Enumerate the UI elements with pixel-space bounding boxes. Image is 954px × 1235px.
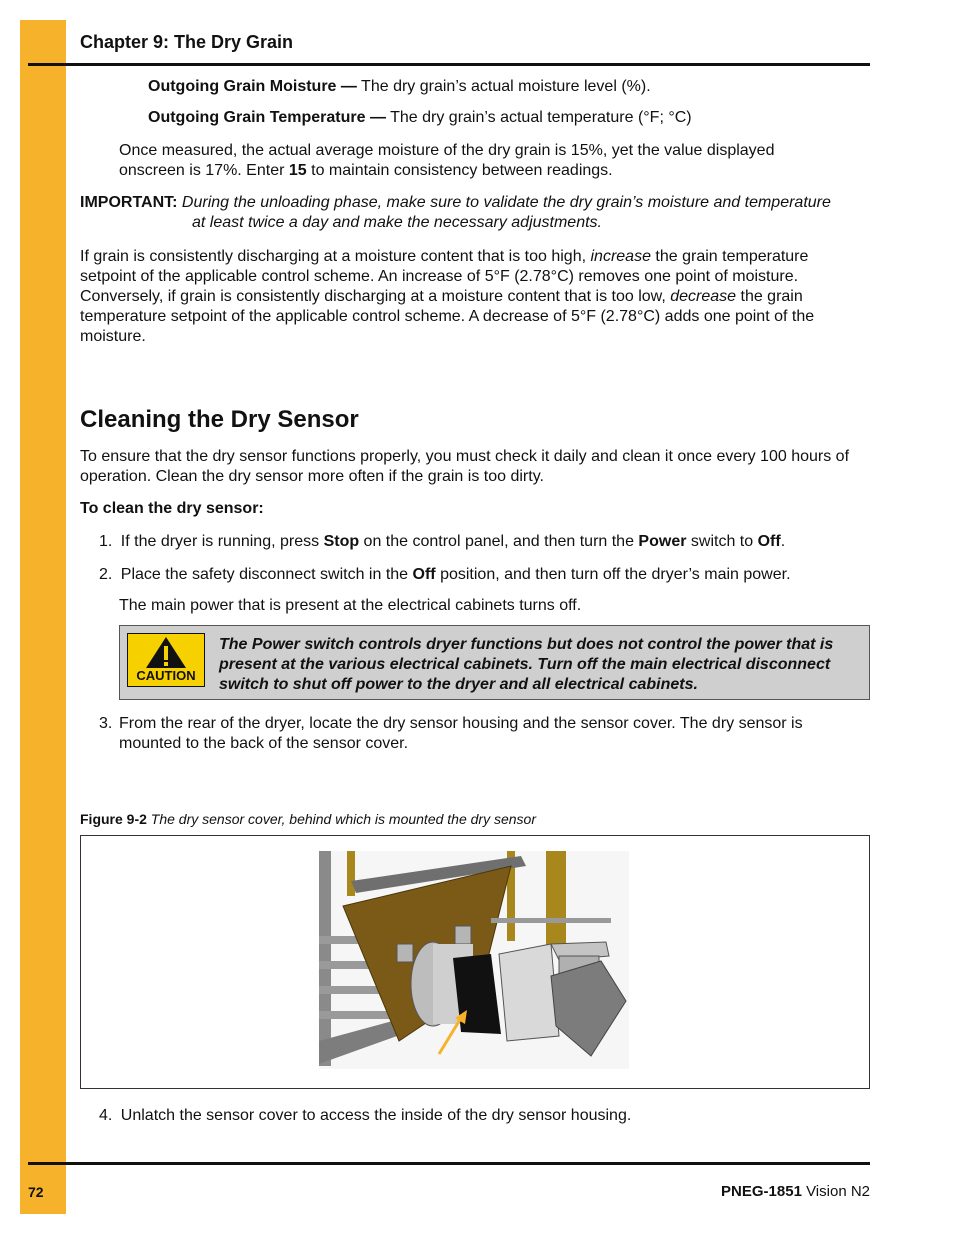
measure-paragraph: Once measured, the actual average moisture of the dry grain is 15%, yet the value displayed onscreen is 17%. Enter 15 to maintain consistency between readings. (119, 142, 775, 179)
figure-caption: Figure 9-2 The dry sensor cover, behind which is mounted the dry sensor (80, 811, 536, 827)
term-desc: The dry grain’s actual moisture level (%). (356, 78, 651, 95)
step-1: 1. If the dryer is running, press Stop on the control panel, and then turn the Power switch to Off. (99, 533, 786, 550)
term: Outgoing Grain Temperature — (148, 109, 386, 126)
caution-badge (127, 633, 205, 687)
term-desc: The dry grain’s actual temperature (°F; °C) (385, 109, 692, 126)
document-id: PNEG-1851 Vision N2 (721, 1183, 870, 1200)
figure-label: Figure 9-2 (80, 811, 147, 827)
caution-label: CAUTION (136, 668, 196, 683)
warning-triangle-icon (128, 634, 204, 670)
caution-text: The Power switch controls dryer functions but does not control the power that is present at the various electrical cabinets. Turn off the main electrical disconnect switch to shut off power to the dryer and all electrical cabinets. (219, 636, 834, 693)
step-number: 1. (99, 533, 113, 550)
step-4: 4. Unlatch the sensor cover to access the inside of the dry sensor housing. (99, 1107, 632, 1124)
caution-box (119, 625, 870, 700)
step-2-result: The main power that is present at the electrical cabinets turns off. (119, 597, 582, 614)
chapter-tab-bar (20, 20, 66, 1214)
step-3: 3. From the rear of the dryer, locate the dry sensor housing and the sensor cover. The dry sensor is mounted to the back of the sensor cover. (99, 715, 803, 752)
page-number: 72 (28, 1184, 44, 1200)
step-number: 2. (99, 566, 113, 583)
step-2: 2. Place the safety disconnect switch in the Off position, and then turn off the dryer’s main power. (99, 566, 791, 583)
term: Outgoing Grain Moisture — (148, 78, 357, 95)
figure-frame (80, 835, 870, 1089)
section-intro: To ensure that the dry sensor functions properly, you must check it daily and clean it once every 100 hours of operation. Clean the dry sensor more often if the grain is too dirty. (80, 448, 850, 485)
dry-sensor-illustration (81, 836, 869, 1088)
chapter-title: Chapter 9: The Dry Grain (80, 32, 294, 52)
footer-rule (28, 1162, 870, 1165)
step-number: 3. (99, 715, 113, 732)
header-rule (28, 63, 870, 66)
definition-moisture (148, 77, 651, 97)
section-heading: Cleaning the Dry Sensor (80, 406, 359, 433)
definition-temperature (148, 108, 692, 128)
important-note: IMPORTANT: During the unloading phase, make sure to validate the dry grain’s moisture and temperature at least twice a day and make the necessary adjustments. (80, 194, 831, 231)
discharge-paragraph: If grain is consistently discharging at a moisture content that is too high, increase the grain temperature setpoint of the applicable control scheme. An increase of 5°F (2.78°C) removes one point of moisture. Conversely, if grain is consistently discharging at a moisture content that is too low, decrease the grain temperature setpoint of the applicable control scheme. A decrease of 5°F (2.78°C) adds one point of the moisture. (80, 248, 815, 345)
procedure-title: To clean the dry sensor: (80, 500, 264, 517)
important-label: IMPORTANT: (80, 194, 178, 211)
step-number: 4. (99, 1107, 113, 1124)
